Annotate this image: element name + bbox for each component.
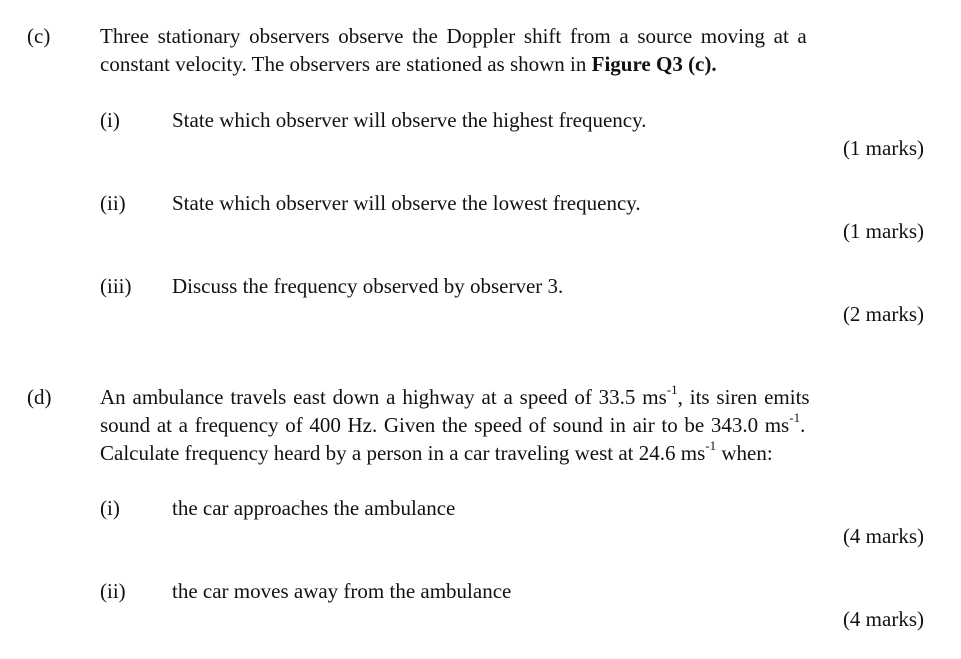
part-c-item-2-number: (ii) (100, 191, 126, 215)
part-d-line2-text: sound at a frequency of 400 Hz. Given the speed of sound in air to be 343.0 ms (100, 413, 790, 437)
part-d-line3-end: when: (716, 441, 773, 465)
part-d-line3 (100, 438, 773, 465)
part-d-item-1-number: (i) (100, 496, 120, 520)
part-d-line2-end: . (800, 413, 806, 437)
part-c-item-1-marks: (1 marks) (842, 136, 924, 160)
part-c-intro-line1: Three stationary observers observe the Doppler shift from a source moving at a (100, 24, 807, 48)
figure-reference: Figure Q3 (c). (591, 52, 717, 76)
part-c-item-3-number: (iii) (100, 274, 132, 298)
part-c-item-1-number: (i) (100, 108, 120, 132)
part-d-item-1-marks: (4 marks) (842, 524, 924, 548)
part-c-item-2-marks: (1 marks) (842, 219, 924, 243)
part-c-item-3-text: Discuss the frequency observed by observer 3. (172, 274, 564, 298)
unit-exponent: -1 (789, 410, 801, 425)
part-d-line1 (100, 382, 924, 409)
part-c-item-2-text: State which observer will observe the lowest frequency. (172, 191, 641, 215)
part-d-item-2-marks: (4 marks) (842, 607, 924, 631)
part-c-intro-line2 (100, 52, 717, 76)
part-d-item-2-text: the car moves away from the ambulance (172, 579, 512, 603)
part-c-intro-text: constant velocity. The observers are stationed as shown in (100, 52, 592, 76)
part-c-item-3-marks: (2 marks) (842, 302, 924, 326)
unit-exponent: -1 (705, 438, 717, 453)
part-d-item-1-text: the car approaches the ambulance (172, 496, 456, 520)
part-c-label: (c) (27, 24, 51, 48)
part-d-line3-text: Calculate frequency heard by a person in a car traveling west at 24.6 ms (100, 441, 706, 465)
part-d-item-2-number: (ii) (100, 579, 126, 603)
part-c-item-1-text: State which observer will observe the highest frequency. (172, 108, 647, 132)
part-d-line2 (100, 410, 924, 437)
part-d-label: (d) (27, 385, 52, 409)
part-d-line1-text: An ambulance travels east down a highway at a speed of 33.5 ms (100, 385, 667, 409)
unit-exponent: -1 (666, 382, 678, 397)
part-d-line1-end: , its siren emits (677, 385, 810, 409)
